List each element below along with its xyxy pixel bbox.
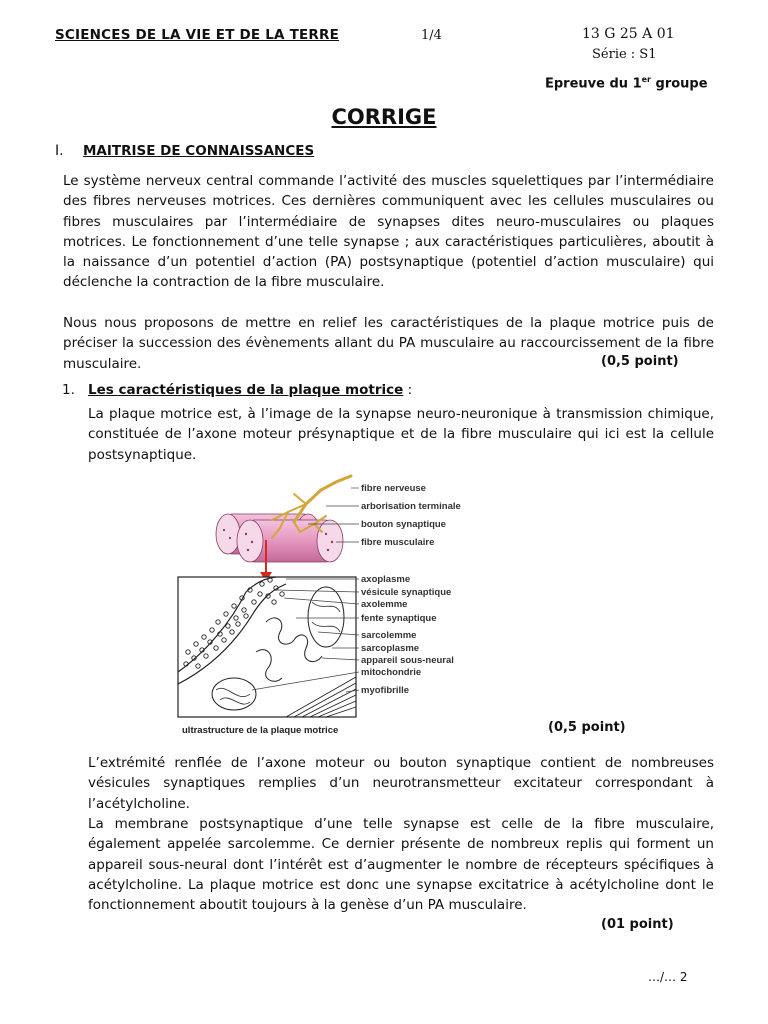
- exam-code: 13 G 25 A 01: [582, 26, 675, 42]
- figure-points: (0,5 point): [548, 720, 626, 735]
- muscle-fibre-drawing: [216, 514, 343, 562]
- label-fente: fente synaptique: [361, 613, 437, 624]
- page-number: 1/4: [421, 28, 442, 43]
- label-vesicule: vésicule synaptique: [361, 587, 452, 598]
- section-label: MAITRISE DE CONNAISSANCES: [83, 143, 315, 159]
- subsection-title: Les caractéristiques de la plaque motrice: [88, 382, 404, 398]
- label-fibre-musculaire: fibre musculaire: [361, 537, 435, 548]
- exam-round-sup: er: [641, 75, 651, 84]
- subsection-number: 1.: [62, 382, 75, 398]
- label-axoplasme: axoplasme: [361, 574, 411, 585]
- section-heading: [55, 143, 314, 159]
- label-mitochondrie: mitochondrie: [361, 667, 422, 678]
- intro-points: (0,5 point): [601, 354, 679, 369]
- label-axolemme: axolemme: [361, 599, 408, 610]
- subsection-paragraph-3: La membrane postsynaptique d’une telle synapse est celle de la fibre musculaire, également appelée sarcolemme. Ce dernier présente de nombreux replis qui forment un appareil sous-neural dont l’intérêt est d’augmenter le nombre de récepteurs spécifiques à acétylcholine. La plaque motrice est donc une synapse excitatrice à acétylcholine dont le fonctionnement aboutit toujours à la genèse d’un PA musculaire.: [88, 816, 714, 914]
- figure-caption: ultrastructure de la plaque motrice: [182, 725, 339, 736]
- intro-paragraph-2: Nous nous proposons de mettre en relief les caractéristiques de la plaque motrice puis de préciser la succession des évènements allant du PA musculaire au raccourcissement de la fibre musculaire.: [63, 315, 714, 372]
- label-sarcolemme: sarcolemme: [361, 630, 417, 641]
- label-bouton: bouton synaptique: [361, 519, 446, 530]
- exam-round-pre: Epreuve du 1: [545, 76, 642, 92]
- label-sarcoplasme: sarcoplasme: [361, 643, 420, 654]
- subsection-colon: :: [403, 382, 413, 398]
- label-appareil: appareil sous-neural: [361, 655, 454, 666]
- subsection-paragraph-2: L’extrémité renflée de l’axone moteur ou bouton synaptique contient de nombreuses vésicules synaptiques remplies d’un neurotransmetteur excitateur correspondant à l’acétylcholine.: [88, 755, 714, 812]
- page-title: CORRIGE: [331, 105, 437, 129]
- subject-title: SCIENCES DE LA VIE ET DE LA TERRE: [55, 27, 340, 43]
- page-continuation: …/… 2: [648, 970, 688, 984]
- label-fibre-nerveuse: fibre nerveuse: [361, 483, 426, 494]
- label-myofibrille: myofibrille: [361, 685, 410, 696]
- subsection-paragraph-1: La plaque motrice est, à l’image de la synapse neuro-neuronique à transmission chimique, constituée de l’axone moteur présynaptique et de la fibre musculaire qui ici est la cellule postsynaptique.: [88, 406, 714, 463]
- subsection-points: (01 point): [601, 917, 674, 932]
- intro-paragraph-1: Le système nerveux central commande l’activité des muscles squelettiques par l’intermédiaire des fibres nerveuses motrices. Ces dernières communiquent avec les cellules musculaires ou fibres musculaires par l’intermédiaire de synapses dites neuro-musculaires ou plaques motrices. Le fonctionnement d’une telle synapse ; aux caractéristiques particulières, aboutit à la naissance d’un potentiel d’action (PA) postsynaptique (potentiel d’action musculaire) qui déclenche la contraction de la fibre musculaire.: [63, 173, 714, 291]
- section-number: I.: [55, 143, 64, 159]
- exam-round-post: groupe: [651, 76, 708, 92]
- exam-round: [545, 75, 708, 91]
- exam-serie: Série : S1: [592, 47, 657, 62]
- subsection-heading: [62, 382, 412, 398]
- label-arborisation: arborisation terminale: [361, 501, 461, 512]
- ultrastructure-drawing: [178, 577, 356, 736]
- motor-endplate-figure: [176, 472, 556, 740]
